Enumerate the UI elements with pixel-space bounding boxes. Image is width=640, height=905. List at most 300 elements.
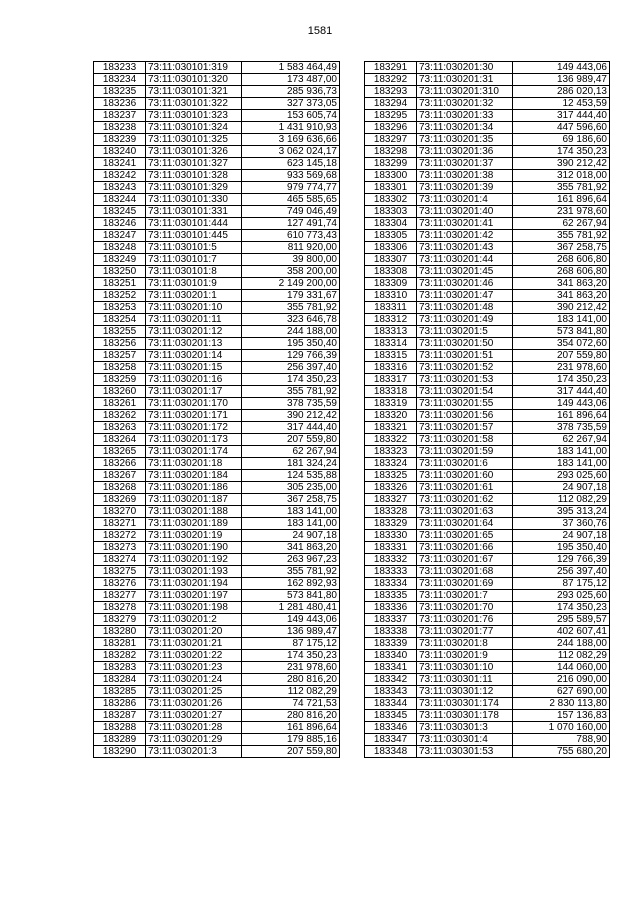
cadastral-number-cell: 73:11:030201:66	[417, 542, 513, 554]
value-cell: 402 607,41	[513, 626, 610, 638]
cadastral-number-cell: 73:11:030101:323	[146, 110, 242, 122]
table-row	[94, 530, 340, 542]
cadastral-number-cell: 73:11:030201:20	[146, 626, 242, 638]
cadastral-table-right	[364, 61, 610, 758]
record-number-cell: 183299	[365, 158, 417, 170]
cadastral-number-cell: 73:11:030101:319	[146, 62, 242, 74]
cadastral-number-cell: 73:11:030201:49	[417, 314, 513, 326]
value-cell: 1 583 464,49	[242, 62, 340, 74]
value-cell: 2 149 200,00	[242, 278, 340, 290]
table-row	[94, 566, 340, 578]
cadastral-number-cell: 73:11:030201:32	[417, 98, 513, 110]
value-cell: 354 072,60	[513, 338, 610, 350]
value-cell: 62 267,94	[513, 434, 610, 446]
record-number-cell: 183326	[365, 482, 417, 494]
cadastral-number-cell: 73:11:030201:69	[417, 578, 513, 590]
record-number-cell: 183255	[94, 326, 146, 338]
cadastral-number-cell: 73:11:030201:52	[417, 362, 513, 374]
record-number-cell: 183303	[365, 206, 417, 218]
record-number-cell: 183295	[365, 110, 417, 122]
cadastral-number-cell: 73:11:030201:48	[417, 302, 513, 314]
record-number-cell: 183242	[94, 170, 146, 182]
cadastral-number-cell: 73:11:030201:30	[417, 62, 513, 74]
value-cell: 174 350,23	[513, 602, 610, 614]
record-number-cell: 183336	[365, 602, 417, 614]
record-number-cell: 183265	[94, 446, 146, 458]
table-row	[365, 542, 610, 554]
table-row	[94, 722, 340, 734]
record-number-cell: 183315	[365, 350, 417, 362]
cadastral-number-cell: 73:11:030301:53	[417, 746, 513, 758]
cadastral-number-cell: 73:11:030201:21	[146, 638, 242, 650]
table-row	[94, 338, 340, 350]
table-row	[94, 602, 340, 614]
cadastral-number-cell: 73:11:030201:186	[146, 482, 242, 494]
record-number-cell: 183282	[94, 650, 146, 662]
cadastral-number-cell: 73:11:030201:44	[417, 254, 513, 266]
table-row	[365, 650, 610, 662]
record-number-cell: 183301	[365, 182, 417, 194]
cadastral-number-cell: 73:11:030201:17	[146, 386, 242, 398]
value-cell: 268 606,80	[513, 254, 610, 266]
table-row	[94, 590, 340, 602]
value-cell: 231 978,60	[242, 662, 340, 674]
record-number-cell: 183328	[365, 506, 417, 518]
value-cell: 465 585,65	[242, 194, 340, 206]
value-cell: 157 136,83	[513, 710, 610, 722]
value-cell: 317 444,40	[242, 422, 340, 434]
value-cell: 280 816,20	[242, 710, 340, 722]
record-number-cell: 183268	[94, 482, 146, 494]
value-cell: 367 258,75	[242, 494, 340, 506]
value-cell: 355 781,92	[242, 566, 340, 578]
table-row	[365, 278, 610, 290]
table-row	[365, 302, 610, 314]
cadastral-number-cell: 73:11:030201:27	[146, 710, 242, 722]
value-cell: 341 863,20	[242, 542, 340, 554]
value-cell: 295 589,57	[513, 614, 610, 626]
table-row	[94, 506, 340, 518]
record-number-cell: 183313	[365, 326, 417, 338]
cadastral-number-cell: 73:11:030201:57	[417, 422, 513, 434]
table-row	[94, 698, 340, 710]
record-number-cell: 183304	[365, 218, 417, 230]
value-cell: 355 781,92	[513, 182, 610, 194]
record-number-cell: 183278	[94, 602, 146, 614]
value-cell: 195 350,40	[242, 338, 340, 350]
record-number-cell: 183331	[365, 542, 417, 554]
value-cell: 173 487,00	[242, 74, 340, 86]
value-cell: 207 559,80	[513, 350, 610, 362]
record-number-cell: 183318	[365, 386, 417, 398]
table-row	[94, 482, 340, 494]
table-row	[365, 554, 610, 566]
value-cell: 378 735,59	[513, 422, 610, 434]
value-cell: 268 606,80	[513, 266, 610, 278]
table-row	[365, 686, 610, 698]
cadastral-number-cell: 73:11:030201:171	[146, 410, 242, 422]
value-cell: 3 169 636,66	[242, 134, 340, 146]
value-cell: 390 212,42	[513, 302, 610, 314]
cadastral-number-cell: 73:11:030201:23	[146, 662, 242, 674]
value-cell: 183 141,00	[513, 314, 610, 326]
record-number-cell: 183248	[94, 242, 146, 254]
record-number-cell: 183289	[94, 734, 146, 746]
value-cell: 244 188,00	[242, 326, 340, 338]
table-row	[94, 242, 340, 254]
record-number-cell: 183294	[365, 98, 417, 110]
value-cell: 207 559,80	[242, 434, 340, 446]
cadastral-number-cell: 73:11:030201:76	[417, 614, 513, 626]
cadastral-number-cell: 73:11:030201:19	[146, 530, 242, 542]
value-cell: 390 212,42	[242, 410, 340, 422]
table-row	[365, 410, 610, 422]
cadastral-number-cell: 73:11:030201:42	[417, 230, 513, 242]
table-row	[94, 122, 340, 134]
cadastral-number-cell: 73:11:030201:6	[417, 458, 513, 470]
table-row	[94, 266, 340, 278]
record-number-cell: 183339	[365, 638, 417, 650]
value-cell: 355 781,92	[242, 302, 340, 314]
cadastral-number-cell: 73:11:030101:322	[146, 98, 242, 110]
table-row	[365, 446, 610, 458]
cadastral-number-cell: 73:11:030201:45	[417, 266, 513, 278]
cadastral-number-cell: 73:11:030201:26	[146, 698, 242, 710]
cadastral-number-cell: 73:11:030201:2	[146, 614, 242, 626]
table-row	[365, 638, 610, 650]
value-cell: 256 397,40	[513, 566, 610, 578]
table-row	[94, 254, 340, 266]
cadastral-number-cell: 73:11:030301:178	[417, 710, 513, 722]
cadastral-number-cell: 73:11:030101:9	[146, 278, 242, 290]
cadastral-number-cell: 73:11:030201:56	[417, 410, 513, 422]
table-row	[365, 746, 610, 758]
table-row	[94, 206, 340, 218]
cadastral-number-cell: 73:11:030201:61	[417, 482, 513, 494]
table-row	[365, 590, 610, 602]
cadastral-number-cell: 73:11:030201:40	[417, 206, 513, 218]
cadastral-number-cell: 73:11:030201:60	[417, 470, 513, 482]
record-number-cell: 183257	[94, 350, 146, 362]
cadastral-number-cell: 73:11:030201:25	[146, 686, 242, 698]
record-number-cell: 183285	[94, 686, 146, 698]
cadastral-number-cell: 73:11:030201:55	[417, 398, 513, 410]
table-row	[365, 326, 610, 338]
table-row	[365, 206, 610, 218]
record-number-cell: 183308	[365, 266, 417, 278]
value-cell: 933 569,68	[242, 170, 340, 182]
cadastral-number-cell: 73:11:030201:310	[417, 86, 513, 98]
table-row	[365, 614, 610, 626]
table-row	[94, 710, 340, 722]
table-row	[94, 374, 340, 386]
value-cell: 136 989,47	[242, 626, 340, 638]
cadastral-number-cell: 73:11:030301:174	[417, 698, 513, 710]
value-cell: 231 978,60	[513, 206, 610, 218]
table-row	[365, 734, 610, 746]
table-row	[94, 218, 340, 230]
value-cell: 129 766,39	[242, 350, 340, 362]
record-number-cell: 183344	[365, 698, 417, 710]
table-row	[94, 134, 340, 146]
value-cell: 69 186,60	[513, 134, 610, 146]
table-row	[94, 422, 340, 434]
value-cell: 573 841,80	[513, 326, 610, 338]
value-cell: 285 936,73	[242, 86, 340, 98]
table-row	[365, 722, 610, 734]
table-row	[365, 458, 610, 470]
cadastral-number-cell: 73:11:030201:36	[417, 146, 513, 158]
record-number-cell: 183272	[94, 530, 146, 542]
record-number-cell: 183288	[94, 722, 146, 734]
record-number-cell: 183333	[365, 566, 417, 578]
table-row	[94, 446, 340, 458]
table-row	[365, 398, 610, 410]
table-row	[94, 734, 340, 746]
cadastral-number-cell: 73:11:030201:3	[146, 746, 242, 758]
cadastral-number-cell: 73:11:030201:54	[417, 386, 513, 398]
record-number-cell: 183300	[365, 170, 417, 182]
table-row	[365, 158, 610, 170]
value-cell: 124 535,88	[242, 470, 340, 482]
record-number-cell: 183283	[94, 662, 146, 674]
cadastral-number-cell: 73:11:030201:11	[146, 314, 242, 326]
record-number-cell: 183287	[94, 710, 146, 722]
record-number-cell: 183267	[94, 470, 146, 482]
value-cell: 327 373,05	[242, 98, 340, 110]
value-cell: 627 690,00	[513, 686, 610, 698]
record-number-cell: 183348	[365, 746, 417, 758]
cadastral-number-cell: 73:11:030201:47	[417, 290, 513, 302]
table-row	[94, 350, 340, 362]
table-row	[365, 338, 610, 350]
cadastral-number-cell: 73:11:030201:12	[146, 326, 242, 338]
record-number-cell: 183327	[365, 494, 417, 506]
cadastral-number-cell: 73:11:030201:64	[417, 518, 513, 530]
record-number-cell: 183254	[94, 314, 146, 326]
record-number-cell: 183279	[94, 614, 146, 626]
record-number-cell: 183270	[94, 506, 146, 518]
table-row	[365, 698, 610, 710]
cadastral-number-cell: 73:11:030201:46	[417, 278, 513, 290]
cadastral-number-cell: 73:11:030201:62	[417, 494, 513, 506]
record-number-cell: 183245	[94, 206, 146, 218]
table-row	[365, 266, 610, 278]
table-row	[365, 578, 610, 590]
table-row	[365, 122, 610, 134]
cadastral-number-cell: 73:11:030101:329	[146, 182, 242, 194]
record-number-cell: 183321	[365, 422, 417, 434]
table-row	[94, 326, 340, 338]
cadastral-number-cell: 73:11:030201:39	[417, 182, 513, 194]
record-number-cell: 183235	[94, 86, 146, 98]
table-row	[94, 302, 340, 314]
record-number-cell: 183260	[94, 386, 146, 398]
record-number-cell: 183307	[365, 254, 417, 266]
table-row	[94, 542, 340, 554]
record-number-cell: 183311	[365, 302, 417, 314]
cadastral-number-cell: 73:11:030201:197	[146, 590, 242, 602]
cadastral-number-cell: 73:11:030201:184	[146, 470, 242, 482]
record-number-cell: 183238	[94, 122, 146, 134]
record-number-cell: 183297	[365, 134, 417, 146]
table-row	[94, 386, 340, 398]
cadastral-number-cell: 73:11:030201:198	[146, 602, 242, 614]
value-cell: 136 989,47	[513, 74, 610, 86]
page-number: 1581	[307, 25, 333, 37]
value-cell: 174 350,23	[242, 374, 340, 386]
cadastral-number-cell: 73:11:030101:330	[146, 194, 242, 206]
table-row	[365, 530, 610, 542]
table-row	[94, 686, 340, 698]
table-row	[365, 182, 610, 194]
table-row	[365, 434, 610, 446]
table-row	[94, 746, 340, 758]
value-cell: 447 596,60	[513, 122, 610, 134]
cadastral-number-cell: 73:11:030201:7	[417, 590, 513, 602]
value-cell: 286 020,13	[513, 86, 610, 98]
cadastral-number-cell: 73:11:030301:12	[417, 686, 513, 698]
table-row	[94, 362, 340, 374]
record-number-cell: 183261	[94, 398, 146, 410]
table-row	[365, 74, 610, 86]
value-cell: 216 090,00	[513, 674, 610, 686]
record-number-cell: 183334	[365, 578, 417, 590]
record-number-cell: 183325	[365, 470, 417, 482]
record-number-cell: 183277	[94, 590, 146, 602]
table-row	[94, 182, 340, 194]
record-number-cell: 183347	[365, 734, 417, 746]
cadastral-number-cell: 73:11:030101:8	[146, 266, 242, 278]
value-cell: 112 082,29	[513, 650, 610, 662]
table-row	[365, 602, 610, 614]
record-number-cell: 183337	[365, 614, 417, 626]
value-cell: 174 350,23	[513, 146, 610, 158]
value-cell: 367 258,75	[513, 242, 610, 254]
value-cell: 174 350,23	[513, 374, 610, 386]
cadastral-number-cell: 73:11:030301:11	[417, 674, 513, 686]
record-number-cell: 183243	[94, 182, 146, 194]
value-cell: 179 331,67	[242, 290, 340, 302]
value-cell: 183 141,00	[242, 506, 340, 518]
record-number-cell: 183234	[94, 74, 146, 86]
value-cell: 183 141,00	[513, 458, 610, 470]
cadastral-number-cell: 73:11:030201:13	[146, 338, 242, 350]
record-number-cell: 183281	[94, 638, 146, 650]
cadastral-number-cell: 73:11:030201:172	[146, 422, 242, 434]
table-row	[365, 374, 610, 386]
value-cell: 358 200,00	[242, 266, 340, 278]
cadastral-number-cell: 73:11:030201:53	[417, 374, 513, 386]
cadastral-number-cell: 73:11:030201:15	[146, 362, 242, 374]
value-cell: 161 896,64	[242, 722, 340, 734]
record-number-cell: 183276	[94, 578, 146, 590]
table-row	[365, 194, 610, 206]
value-cell: 12 453,59	[513, 98, 610, 110]
value-cell: 149 443,06	[242, 614, 340, 626]
table-row	[94, 638, 340, 650]
cadastral-number-cell: 73:11:030201:33	[417, 110, 513, 122]
record-number-cell: 183239	[94, 134, 146, 146]
record-number-cell: 183237	[94, 110, 146, 122]
value-cell: 149 443,06	[513, 398, 610, 410]
value-cell: 573 841,80	[242, 590, 340, 602]
value-cell: 39 800,00	[242, 254, 340, 266]
table-row	[365, 566, 610, 578]
value-cell: 174 350,23	[242, 650, 340, 662]
value-cell: 293 025,60	[513, 590, 610, 602]
value-cell: 256 397,40	[242, 362, 340, 374]
value-cell: 181 324,24	[242, 458, 340, 470]
cadastral-number-cell: 73:11:030201:174	[146, 446, 242, 458]
record-number-cell: 183291	[365, 62, 417, 74]
record-number-cell: 183266	[94, 458, 146, 470]
record-number-cell: 183323	[365, 446, 417, 458]
value-cell: 390 212,42	[513, 158, 610, 170]
record-number-cell: 183253	[94, 302, 146, 314]
table-row	[365, 218, 610, 230]
record-number-cell: 183338	[365, 626, 417, 638]
cadastral-number-cell: 73:11:030201:14	[146, 350, 242, 362]
cadastral-number-cell: 73:11:030201:1	[146, 290, 242, 302]
value-cell: 610 773,43	[242, 230, 340, 242]
cadastral-number-cell: 73:11:030201:65	[417, 530, 513, 542]
table-row	[94, 86, 340, 98]
cadastral-number-cell: 73:11:030201:59	[417, 446, 513, 458]
record-number-cell: 183271	[94, 518, 146, 530]
value-cell: 355 781,92	[242, 386, 340, 398]
cadastral-number-cell: 73:11:030101:444	[146, 218, 242, 230]
record-number-cell: 183233	[94, 62, 146, 74]
table-row	[94, 398, 340, 410]
cadastral-number-cell: 73:11:030101:328	[146, 170, 242, 182]
cadastral-number-cell: 73:11:030101:325	[146, 134, 242, 146]
value-cell: 317 444,40	[513, 110, 610, 122]
table-row	[365, 98, 610, 110]
cadastral-number-cell: 73:11:030201:194	[146, 578, 242, 590]
table-row	[365, 254, 610, 266]
table-row	[94, 170, 340, 182]
table-row	[94, 494, 340, 506]
cadastral-number-cell: 73:11:030201:28	[146, 722, 242, 734]
value-cell: 3 062 024,17	[242, 146, 340, 158]
value-cell: 341 863,20	[513, 290, 610, 302]
value-cell: 323 646,78	[242, 314, 340, 326]
table-row	[94, 194, 340, 206]
record-number-cell: 183310	[365, 290, 417, 302]
value-cell: 183 141,00	[513, 446, 610, 458]
record-number-cell: 183250	[94, 266, 146, 278]
record-number-cell: 183312	[365, 314, 417, 326]
table-row	[365, 170, 610, 182]
table-row	[365, 422, 610, 434]
cadastral-number-cell: 73:11:030201:18	[146, 458, 242, 470]
cadastral-number-cell: 73:11:030201:34	[417, 122, 513, 134]
record-number-cell: 183290	[94, 746, 146, 758]
cadastral-number-cell: 73:11:030201:8	[417, 638, 513, 650]
table-row	[94, 158, 340, 170]
table-row	[365, 86, 610, 98]
record-number-cell: 183263	[94, 422, 146, 434]
record-number-cell: 183330	[365, 530, 417, 542]
table-row	[94, 614, 340, 626]
record-number-cell: 183258	[94, 362, 146, 374]
cadastral-number-cell: 73:11:030101:327	[146, 158, 242, 170]
record-number-cell: 183293	[365, 86, 417, 98]
record-number-cell: 183314	[365, 338, 417, 350]
value-cell: 74 721,53	[242, 698, 340, 710]
record-number-cell: 183252	[94, 290, 146, 302]
